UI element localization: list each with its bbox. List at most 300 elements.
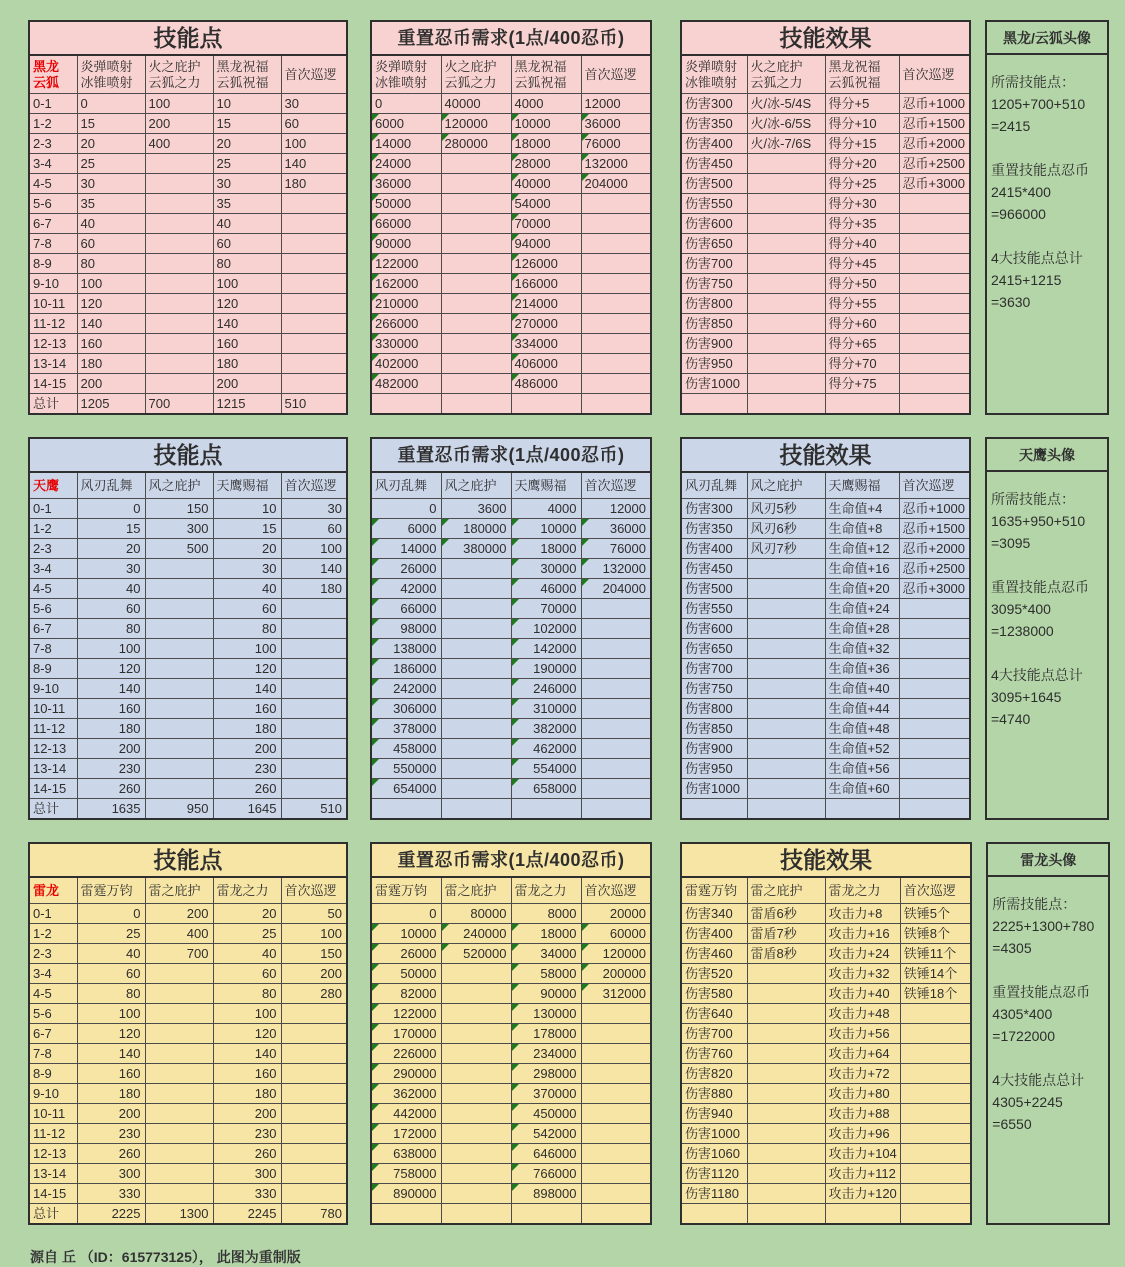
cell: [145, 1164, 213, 1184]
header-row: [681, 55, 970, 94]
cell: 638000: [371, 1144, 441, 1164]
cell: [900, 1084, 971, 1104]
level-cell: 8-9: [29, 1064, 77, 1084]
level-cell: 4-5: [29, 579, 77, 599]
cell: [747, 314, 825, 334]
cell: 160: [213, 334, 281, 354]
cell: [899, 234, 970, 254]
cell: [441, 599, 511, 619]
cell: 1205: [77, 394, 145, 415]
cell: [581, 619, 651, 639]
table-row: [681, 1124, 971, 1144]
table-row: [29, 1064, 347, 1084]
level-cell: 14-15: [29, 374, 77, 394]
cell: 140: [77, 679, 145, 699]
table-row: [371, 274, 651, 294]
table-row: [371, 799, 651, 820]
cell: 伤害700: [681, 659, 747, 679]
cell: 780: [281, 1204, 347, 1225]
cell: 40: [77, 579, 145, 599]
cell: [441, 1044, 511, 1064]
cell: 伤害340: [681, 904, 747, 924]
table-row: [29, 274, 347, 294]
cell: 100: [213, 639, 281, 659]
effect-title-row: [681, 843, 971, 877]
cell: 200: [145, 904, 213, 924]
cell: [441, 1104, 511, 1124]
table-row: [29, 314, 347, 334]
cell: 200000: [581, 964, 651, 984]
cell: [581, 214, 651, 234]
cell: [581, 639, 651, 659]
reset-title-row: [371, 843, 651, 877]
cell: 15: [213, 519, 281, 539]
cell: 雷盾7秒: [747, 924, 825, 944]
cell: [899, 779, 970, 799]
cell: 伤害450: [681, 559, 747, 579]
cell: 生命值+28: [825, 619, 899, 639]
table-row: [371, 1104, 651, 1124]
skill-points-table: [28, 20, 348, 415]
notes-body: [986, 877, 1110, 1225]
cell: 26000: [371, 559, 441, 579]
cell: 90000: [511, 984, 581, 1004]
cell: 90000: [371, 234, 441, 254]
cell: [900, 1104, 971, 1124]
effect-title: 技能效果: [681, 438, 970, 472]
cell: 攻击力+24: [825, 944, 900, 964]
header-row: [681, 472, 970, 499]
hero-label: 黑龙 云狐: [29, 55, 77, 94]
cell: [581, 679, 651, 699]
table-row: [681, 254, 970, 274]
note-line: [991, 137, 1105, 159]
cell: 178000: [511, 1024, 581, 1044]
cell: [371, 394, 441, 415]
skill-effect-table: [680, 842, 972, 1225]
level-cell: 12-13: [29, 334, 77, 354]
cell: 风刃6秒: [747, 519, 825, 539]
table-row: [371, 254, 651, 274]
cell: [747, 799, 825, 820]
cell: [441, 719, 511, 739]
cell: [441, 619, 511, 639]
cell: 130000: [511, 1004, 581, 1024]
cell: [441, 314, 511, 334]
reset-title-row: [371, 438, 651, 472]
cell: 伤害600: [681, 214, 747, 234]
cell: [581, 799, 651, 820]
table-row: [681, 94, 970, 114]
level-cell: 13-14: [29, 759, 77, 779]
cell: [747, 619, 825, 639]
cell: 60: [281, 519, 347, 539]
cell: [747, 659, 825, 679]
column-header: 雷龙之力: [213, 877, 281, 904]
cell: 82000: [371, 984, 441, 1004]
cell: 60: [213, 599, 281, 619]
effect-title-row: [681, 438, 970, 472]
cell: 忍币+1500: [899, 519, 970, 539]
cell: [441, 154, 511, 174]
cell: [441, 1064, 511, 1084]
cell: 180: [281, 579, 347, 599]
cell: 伤害820: [681, 1064, 747, 1084]
cell: [145, 619, 213, 639]
table-row: [29, 354, 347, 374]
level-cell: 7-8: [29, 639, 77, 659]
reset-title-row: [371, 21, 651, 55]
skill-title-row: [29, 438, 347, 472]
table-row: [681, 294, 970, 314]
table-row: [371, 499, 651, 519]
cell: 生命值+40: [825, 679, 899, 699]
header-row: [371, 55, 651, 94]
level-cell: 14-15: [29, 779, 77, 799]
cell: 攻击力+48: [825, 1004, 900, 1024]
cell: 180: [77, 354, 145, 374]
cell: 550000: [371, 759, 441, 779]
column-header: 首次巡逻: [281, 877, 347, 904]
cell: 攻击力+112: [825, 1164, 900, 1184]
cell: [747, 1084, 825, 1104]
level-cell: 0-1: [29, 499, 77, 519]
cell: 25: [77, 924, 145, 944]
section-black-dragon-cloud-fox: [28, 20, 1125, 415]
cell: 54000: [511, 194, 581, 214]
cell: [145, 1084, 213, 1104]
table-row: [681, 234, 970, 254]
cell: [747, 679, 825, 699]
cell: [581, 254, 651, 274]
table-row: [681, 699, 970, 719]
cell: [899, 354, 970, 374]
cell: 140: [213, 314, 281, 334]
skill-effect-table: [680, 437, 971, 820]
table-row: [681, 499, 970, 519]
table-row: [371, 679, 651, 699]
cell: 186000: [371, 659, 441, 679]
cell: 伤害500: [681, 579, 747, 599]
cell: [441, 759, 511, 779]
table-row: [371, 114, 651, 134]
cell: [581, 394, 651, 415]
cell: 攻击力+96: [825, 1124, 900, 1144]
cell: 忍币+2500: [899, 559, 970, 579]
cell: [145, 274, 213, 294]
table-row: [29, 294, 347, 314]
level-cell: 11-12: [29, 719, 77, 739]
table-row: [29, 924, 347, 944]
table-row: [681, 1004, 971, 1024]
column-header: 风刃乱舞: [77, 472, 145, 499]
table-row: [29, 719, 347, 739]
cell: 铁锤11个: [900, 944, 971, 964]
cell: 60: [77, 964, 145, 984]
cell: 忍币+3000: [899, 174, 970, 194]
column-header: 雷龙之力: [825, 877, 900, 904]
table-row: [29, 559, 347, 579]
note-line: 4大技能点总计: [992, 1072, 1085, 1089]
level-cell: 总计: [29, 394, 77, 415]
cell: [581, 739, 651, 759]
cell: [281, 759, 347, 779]
column-header: 黑龙祝福 云狐祝福: [511, 55, 581, 94]
cell: 120: [213, 294, 281, 314]
cell: 伤害1060: [681, 1144, 747, 1164]
cell: 132000: [581, 559, 651, 579]
table-row: [371, 759, 651, 779]
cell: 520000: [441, 944, 511, 964]
cell: 458000: [371, 739, 441, 759]
cell: 0: [77, 904, 145, 924]
cell: [145, 1044, 213, 1064]
cell: 298000: [511, 1064, 581, 1084]
cell: 20: [77, 539, 145, 559]
cell: 160: [213, 1064, 281, 1084]
cell: 攻击力+56: [825, 1024, 900, 1044]
cell: 334000: [511, 334, 581, 354]
note-line: 4305+2245: [992, 1094, 1063, 1111]
cell: [747, 1024, 825, 1044]
cell: 0: [371, 499, 441, 519]
cell: 510: [281, 394, 347, 415]
table-row: [371, 779, 651, 799]
cell: 100: [213, 274, 281, 294]
header-row: [371, 877, 651, 904]
column-header: 雷霆万钧: [77, 877, 145, 904]
cell: 80: [213, 984, 281, 1004]
cell: 102000: [511, 619, 581, 639]
cell: 890000: [371, 1184, 441, 1204]
cell: 10000: [511, 519, 581, 539]
cell: 15: [213, 114, 281, 134]
column-header: 风刃乱舞: [371, 472, 441, 499]
cell: 140: [77, 1044, 145, 1064]
cell: [145, 659, 213, 679]
table-row: [681, 1064, 971, 1084]
cell: [281, 1044, 347, 1064]
cell: [681, 799, 747, 820]
cell: [899, 699, 970, 719]
cell: 554000: [511, 759, 581, 779]
cell: [747, 334, 825, 354]
table-row: [681, 1144, 971, 1164]
cell: [899, 799, 970, 820]
table-row: [371, 1184, 651, 1204]
cell: 20: [213, 134, 281, 154]
cell: 200: [145, 114, 213, 134]
cell: [145, 254, 213, 274]
table-row: [29, 579, 347, 599]
skill-title-row: [29, 21, 347, 55]
table-row: [29, 799, 347, 820]
cell: 攻击力+80: [825, 1084, 900, 1104]
cell: 60: [281, 114, 347, 134]
table-row: [371, 1124, 651, 1144]
cell: 60: [77, 234, 145, 254]
note-line: [991, 225, 1105, 247]
cell: 伤害800: [681, 294, 747, 314]
cell: 伤害700: [681, 1024, 747, 1044]
level-cell: 11-12: [29, 1124, 77, 1144]
level-cell: 10-11: [29, 294, 77, 314]
cell: [145, 759, 213, 779]
cell: 510: [281, 799, 347, 820]
cell: 60: [213, 234, 281, 254]
cell: [581, 1044, 651, 1064]
cell: 204000: [581, 174, 651, 194]
cell: [441, 334, 511, 354]
level-cell: 2-3: [29, 944, 77, 964]
cell: 30: [77, 559, 145, 579]
cell: 伤害300: [681, 94, 747, 114]
cell: 伤害1000: [681, 1124, 747, 1144]
cell: 150: [281, 944, 347, 964]
table-row: [29, 114, 347, 134]
cell: 伤害1000: [681, 779, 747, 799]
cell: [581, 274, 651, 294]
table-row: [29, 519, 347, 539]
cell: 得分+20: [825, 154, 899, 174]
column-header: 炎弹喷射 冰锥喷射: [371, 55, 441, 94]
table-row: [371, 699, 651, 719]
note-line: [991, 642, 1105, 664]
cell: 230: [77, 759, 145, 779]
cell: 伤害800: [681, 699, 747, 719]
cell: 462000: [511, 739, 581, 759]
column-header: 首次巡逻: [281, 472, 347, 499]
note-line: =1238000: [991, 623, 1054, 640]
cell: [747, 599, 825, 619]
cell: [281, 699, 347, 719]
cell: [747, 984, 825, 1004]
note-line: 重置技能点忍币: [992, 984, 1091, 1001]
cell: 700: [145, 944, 213, 964]
cell: 15: [77, 519, 145, 539]
cell: 伤害550: [681, 599, 747, 619]
cell: 240000: [441, 924, 511, 944]
cell: [441, 699, 511, 719]
table-row: [371, 559, 651, 579]
cell: [441, 1084, 511, 1104]
cell: [281, 679, 347, 699]
cell: 300: [145, 519, 213, 539]
cell: 200: [77, 739, 145, 759]
sections-container: [28, 20, 1125, 1225]
notes-panel: [986, 842, 1110, 1225]
cell: [747, 214, 825, 234]
cell: [747, 579, 825, 599]
effect-title: 技能效果: [681, 21, 970, 55]
table-row: [371, 134, 651, 154]
cell: 180: [77, 719, 145, 739]
table-row: [681, 944, 971, 964]
table-row: [371, 174, 651, 194]
table-row: [371, 519, 651, 539]
cell: [511, 1204, 581, 1225]
effect-title: 技能效果: [681, 843, 971, 877]
cell: 166000: [511, 274, 581, 294]
cell: [441, 579, 511, 599]
cell: 10000: [371, 924, 441, 944]
notes-panel: [985, 20, 1109, 415]
cell: 18000: [511, 134, 581, 154]
note-line: 2225+1300+780: [992, 918, 1095, 935]
cell: 25: [213, 154, 281, 174]
cell: 100: [281, 924, 347, 944]
level-cell: 总计: [29, 799, 77, 820]
cell: 46000: [511, 579, 581, 599]
table-row: [681, 639, 970, 659]
level-cell: 1-2: [29, 114, 77, 134]
cell: [899, 659, 970, 679]
skill-points-table: [28, 842, 348, 1225]
cell: 0: [77, 499, 145, 519]
cell: [747, 274, 825, 294]
cell: [899, 274, 970, 294]
note-line: =1722000: [992, 1028, 1055, 1045]
cell: 40: [77, 214, 145, 234]
cell: [145, 1024, 213, 1044]
cell: 330: [213, 1184, 281, 1204]
cell: [281, 1084, 347, 1104]
level-cell: 5-6: [29, 599, 77, 619]
table-row: [681, 154, 970, 174]
level-cell: 13-14: [29, 354, 77, 374]
table-row: [681, 194, 970, 214]
cell: 36000: [581, 519, 651, 539]
table-row: [681, 984, 971, 1004]
cell: 120: [213, 659, 281, 679]
cell: [900, 1144, 971, 1164]
cell: [441, 394, 511, 415]
skill-title: 技能点: [29, 21, 347, 55]
cell: [747, 154, 825, 174]
column-header: 雷之庇护: [747, 877, 825, 904]
cell: [747, 759, 825, 779]
cell: 2245: [213, 1204, 281, 1225]
cell: [281, 1024, 347, 1044]
table-row: [371, 659, 651, 679]
cell: 758000: [371, 1164, 441, 1184]
header-row: [371, 472, 651, 499]
level-cell: 1-2: [29, 519, 77, 539]
note-line: 1635+950+510: [991, 513, 1086, 530]
cell: 76000: [581, 134, 651, 154]
cell: 486000: [511, 374, 581, 394]
cell: [747, 354, 825, 374]
table-row: [681, 1104, 971, 1124]
table-row: [371, 314, 651, 334]
level-cell: 总计: [29, 1204, 77, 1225]
cell: 300: [77, 1164, 145, 1184]
cell: 得分+10: [825, 114, 899, 134]
cell: 雷盾6秒: [747, 904, 825, 924]
cell: 伤害850: [681, 314, 747, 334]
cell: [281, 1184, 347, 1204]
cell: 得分+30: [825, 194, 899, 214]
cell: [145, 194, 213, 214]
cell: 伤害350: [681, 114, 747, 134]
cell: [581, 314, 651, 334]
cell: [281, 254, 347, 274]
cell: 35: [77, 194, 145, 214]
cell: 100: [213, 1004, 281, 1024]
cell: 14000: [371, 539, 441, 559]
cell: 风刃5秒: [747, 499, 825, 519]
cell: 得分+70: [825, 354, 899, 374]
